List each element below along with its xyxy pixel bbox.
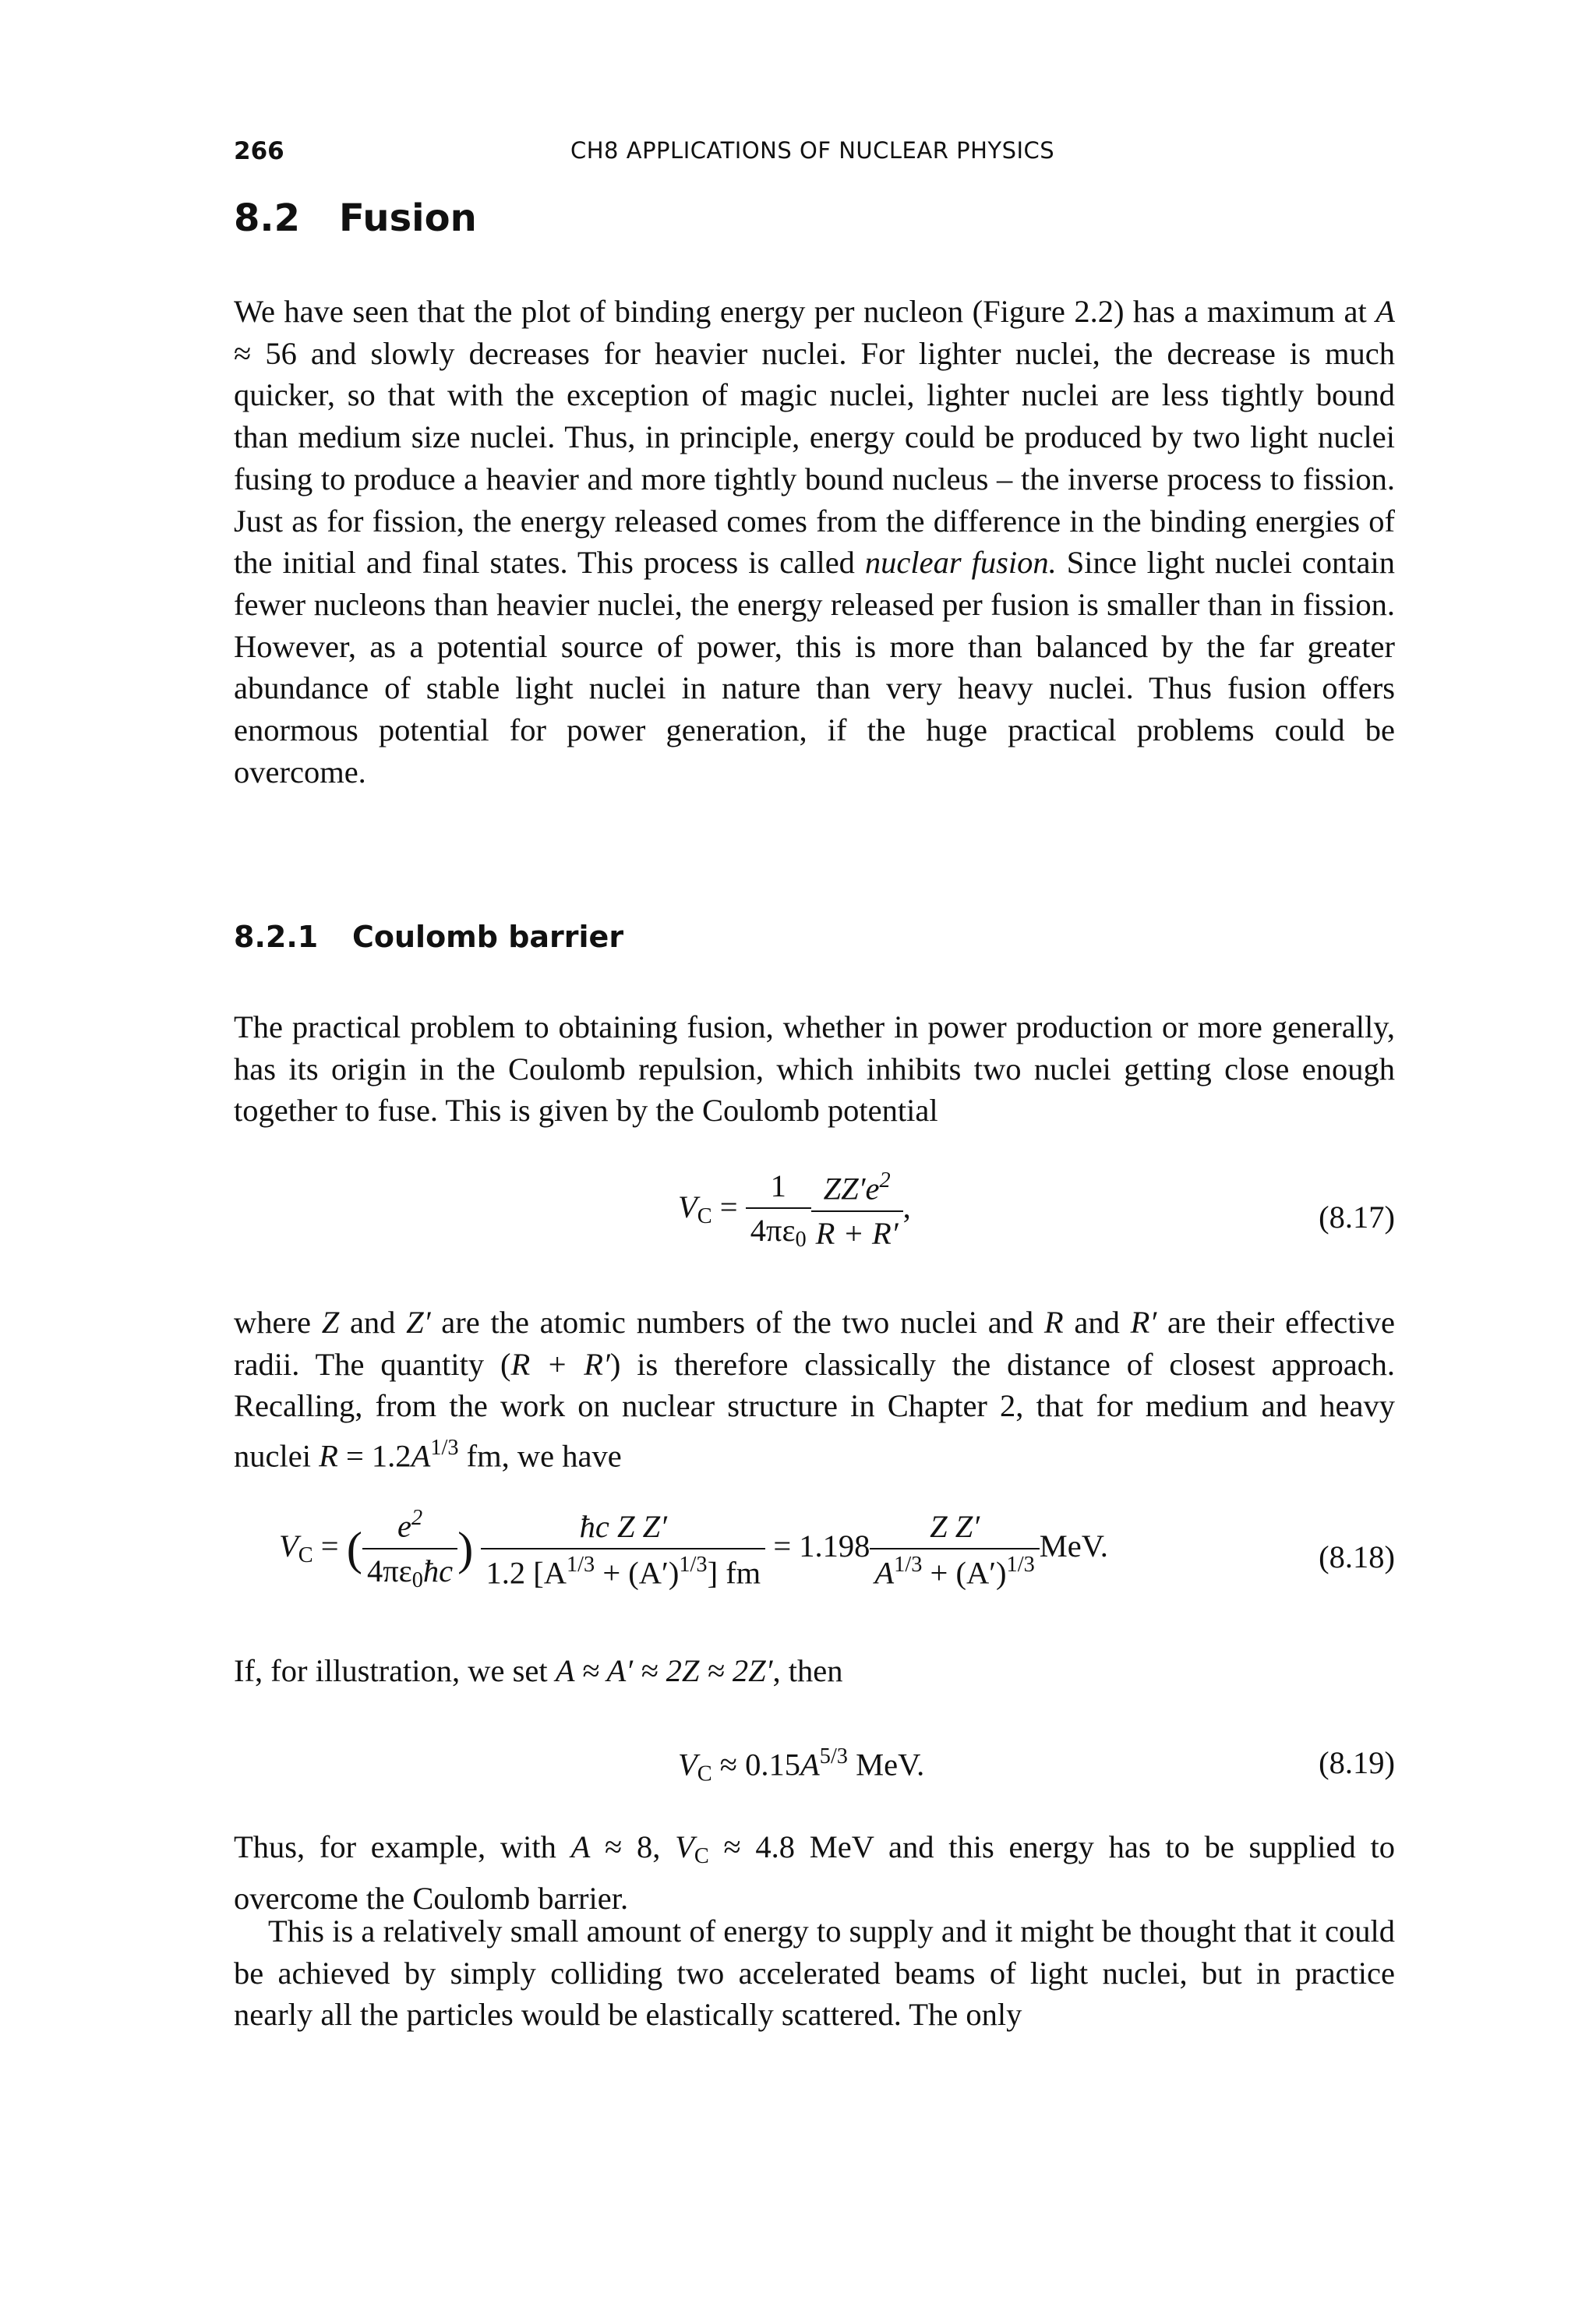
math-text: + (A′) [922,1555,1007,1591]
paragraph-text: , then [772,1653,843,1688]
math-text: A [874,1555,895,1591]
paragraph-text: fm, we have [458,1438,622,1474]
paragraph-text: are the atomic numbers of the two nuclei and [430,1305,1044,1340]
math-sup: 5/3 [819,1744,848,1769]
math-var: V [675,1829,694,1864]
emphasis-term: nuclear fusion. [864,545,1057,581]
paragraph-text: ) is therefore classically the distance of closest approach. Recalling, from the work on nuclear structure in Chapter 2, that for medium and heavy nuclei [234,1346,1396,1474]
math-var: A [800,1747,820,1783]
math-var: R + R′ [510,1346,610,1382]
math-op: = [312,1528,347,1564]
math-var: R′ [1130,1305,1157,1340]
paragraph-text: and [339,1305,407,1340]
paragraph-text: We have seen that the plot of binding energy per nucleon (Figure 2.2) has a maximum at [234,294,1376,329]
paragraph-illustration [234,1650,1395,1692]
math-sub: C [298,1543,313,1568]
math-sub: C [697,1761,712,1786]
math-sup: 1/3 [679,1552,708,1577]
section-title: Fusion [339,196,477,240]
fraction [870,1508,1039,1592]
numerator: Z Z′ [870,1508,1039,1549]
math-var: R [1043,1305,1064,1340]
math-sup: 1/3 [430,1436,459,1461]
math-text: 4πε [750,1213,796,1248]
fraction [746,1168,811,1253]
equation-number: (8.19) [1319,1745,1395,1780]
math-text: ≈ 0.15 [711,1747,801,1783]
paragraph-text: ≈ 56 and slowly decreases for heavier nuclei. For lighter nuclei, the decrease is much quicker, so that with the exception of magic nuclei, lighter nuclei are less tightly bound than medium size nuclei. Thus, in principle, energy could be produced by two light nuclei fusing to produce a heavier and more tightly bound nucleus – the inverse process to fission. Just as for fission, the energy released comes from the difference in the binding energies of the initial and final states. This process is called [234,335,1395,581]
subsection-heading [234,920,623,954]
math-expr: A ≈ A′ ≈ 2Z ≈ 2Z′ [555,1653,773,1688]
section-number: 8.2 [234,196,301,240]
paragraph-example [234,1826,1395,1919]
math-paren: ( [346,1522,362,1575]
denominator [481,1549,765,1592]
math-text: ] fm [707,1555,761,1591]
math-unit: MeV. [847,1747,925,1783]
paragraph-radii [234,1302,1395,1477]
fraction [481,1508,765,1592]
paragraph-text: are their effective radii. The quantity ( [234,1305,1395,1382]
denominator [746,1209,811,1253]
math-paren: ) [457,1522,474,1575]
math-text: + (A′) [595,1555,680,1591]
subsection-number: 8.2.1 [234,920,319,954]
math-sub: 0 [795,1228,807,1253]
paragraph-text: = 1.2 [337,1438,411,1474]
running-head: CH8 APPLICATIONS OF NUCLEAR PHYSICS [570,137,1055,164]
denominator [870,1549,1039,1592]
math-sup: 2 [879,1168,891,1193]
math-var: A [411,1438,431,1474]
math-var: Z′ [406,1305,431,1340]
math-var: R [319,1438,338,1474]
denominator: R + R′ [815,1215,899,1251]
math-var: A [1375,294,1395,329]
page-number: 266 [234,137,284,165]
paragraph-text: ≈ 4.8 MeV and this energy has to be supplied to overcome the Coulomb barrier. [234,1829,1395,1916]
math-var: V [678,1189,697,1224]
paragraph-text: where [234,1305,322,1340]
paragraph-beams: This is a relatively small amount of energy to supply and it might be thought that it could be achieved by simply colliding two accelerated beams of light nuclei, but in practice nearly all the particles would be elastically scattered. The only [234,1913,1395,2033]
paragraph-intro [234,291,1395,793]
numerator [362,1506,457,1549]
paragraph-text: Thus, for example, with [234,1829,571,1864]
fraction [811,1168,903,1252]
paragraph-text: ≈ 8, [590,1829,676,1864]
math-text: e [397,1508,411,1544]
math-unit: MeV. [1039,1528,1108,1564]
math-sup: 2 [411,1506,423,1530]
math-sup: 1/3 [1006,1552,1035,1577]
math-text: ħc [422,1553,454,1588]
numerator: 1 [746,1168,811,1209]
math-sup: 1/3 [894,1552,923,1577]
math-sup: 1/3 [566,1552,595,1577]
equation-number: (8.17) [1319,1200,1395,1235]
numerator [811,1168,903,1212]
section-heading [234,196,477,240]
math-op: = 1.198 [765,1528,870,1564]
math-text: 1.2 [A [486,1555,567,1591]
math-text: 4πε [366,1553,412,1588]
math-sub: C [697,1203,712,1228]
paragraph-text: Since light nuclei contain fewer nucleons than heavier nuclei, the energy released per fusion is smaller than in fission. However, as a potential source of power, this is more than balanced by the far greater abundance of stable light nuclei in nature than very heavy nuclei. Thus fusion offers enormous potential for power generation, if the huge practical problems could be overcome. [234,545,1396,790]
math-sub: C [694,1844,709,1869]
math-op: , [902,1189,911,1224]
denominator [362,1549,457,1593]
equation-number: (8.18) [1319,1539,1395,1574]
math-var: A [570,1829,591,1864]
math-var: Z [321,1305,340,1340]
paragraph-text: and [1063,1305,1131,1340]
paragraph-text: If, for illustration, we set [234,1653,556,1688]
math-var: V [279,1528,298,1564]
numerator: ħc Z Z′ [481,1508,765,1549]
paragraph-coulomb: The practical problem to obtaining fusion, whether in power production or more generally, has its origin in the Coulomb repulsion, which inhibits two nuclei getting close enough together to fuse. This is given by the Coulomb potential [234,1009,1395,1129]
subsection-title: Coulomb barrier [352,920,624,954]
math-sub: 0 [411,1567,423,1592]
math-op: = [711,1189,746,1224]
math-var: V [678,1747,697,1783]
fraction [362,1506,457,1593]
math-text: ZZ′e [823,1171,880,1207]
